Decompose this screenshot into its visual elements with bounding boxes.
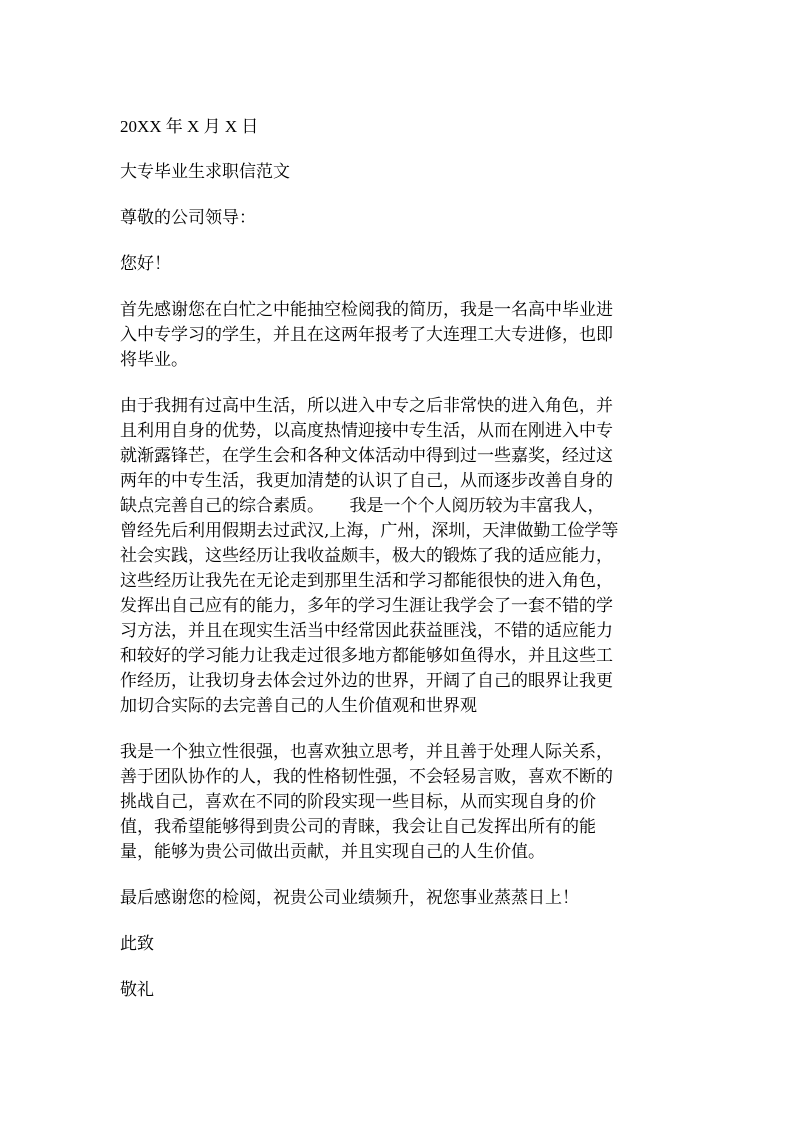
letter-greeting: 您好！ — [120, 254, 171, 274]
paragraph-line: 发挥出自己应有的能力，多年的学习生涯让我学会了一套不错的学 — [120, 596, 613, 616]
paragraph-line: 习方法，并且在现实生活当中经常因此获益匪浅，不错的适应能力 — [120, 621, 613, 641]
paragraph-line: 作经历，让我切身去体会过外边的世界，开阔了自己的眼界让我更 — [120, 671, 613, 691]
paragraph-personality — [120, 740, 680, 865]
sign-off-line-1: 此致 — [120, 934, 154, 954]
paragraph-line: 曾经先后利用假期去过武汉,上海，广州，深圳，天津做勤工俭学等 — [120, 521, 619, 541]
paragraph-line: 首先感谢您在白忙之中能抽空检阅我的简历，我是一名高中毕业进 — [120, 300, 613, 320]
paragraph-closing: 最后感谢您的检阅，祝贵公司业绩频升，祝您事业蒸蒸日上！ — [120, 888, 579, 908]
paragraph-line: 入中专学习的学生，并且在这两年报考了大连理工大专进修，也即 — [120, 325, 613, 345]
paragraph-line: 善于团队协作的人，我的性格韧性强，不会轻易言败，喜欢不断的 — [120, 767, 613, 787]
paragraph-line: 将毕业。 — [120, 350, 188, 370]
letter-title: 大专毕业生求职信范文 — [120, 162, 290, 182]
letter-date: 20XX 年 X 月 X 日 — [120, 117, 259, 136]
paragraph-line: 缺点完善自己的综合素质。 我是一个个人阅历较为丰富我人， — [120, 496, 605, 516]
paragraph-line: 值，我希望能够得到贵公司的青睐，我会让自己发挥出所有的能 — [120, 817, 596, 837]
sign-off-line-2: 敬礼 — [120, 980, 154, 1000]
paragraph-line: 就渐露锋芒，在学生会和各种文体活动中得到过一些嘉奖，经过这 — [120, 446, 613, 466]
paragraph-line: 社会实践，这些经历让我收益颇丰，极大的锻炼了我的适应能力， — [120, 546, 613, 566]
paragraph-line: 我是一个独立性很强，也喜欢独立思考，并且善于处理人际关系， — [120, 742, 613, 762]
letter-body — [120, 114, 680, 1024]
paragraph-line: 加切合实际的去完善自己的人生价值观和世界观 — [120, 696, 477, 716]
paragraph-introduction — [120, 298, 680, 373]
paragraph-line: 且利用自身的优势，以高度热情迎接中专生活，从而在刚进入中专 — [120, 421, 613, 441]
paragraph-experience — [120, 394, 680, 719]
paragraph-line: 和较好的学习能力让我走过很多地方都能够如鱼得水，并且这些工 — [120, 646, 613, 666]
paragraph-line: 量，能够为贵公司做出贡献，并且实现自己的人生价值。 — [120, 842, 545, 862]
paragraph-line: 这些经历让我先在无论走到那里生活和学习都能很快的进入角色， — [120, 571, 613, 591]
paragraph-line: 挑战自己，喜欢在不同的阶段实现一些目标，从而实现自身的价 — [120, 792, 596, 812]
paragraph-line: 由于我拥有过高中生活，所以进入中专之后非常快的进入角色，并 — [120, 396, 613, 416]
letter-salutation: 尊敬的公司领导： — [120, 208, 256, 228]
paragraph-line: 两年的中专生活，我更加清楚的认识了自己，从而逐步改善自身的 — [120, 471, 613, 491]
